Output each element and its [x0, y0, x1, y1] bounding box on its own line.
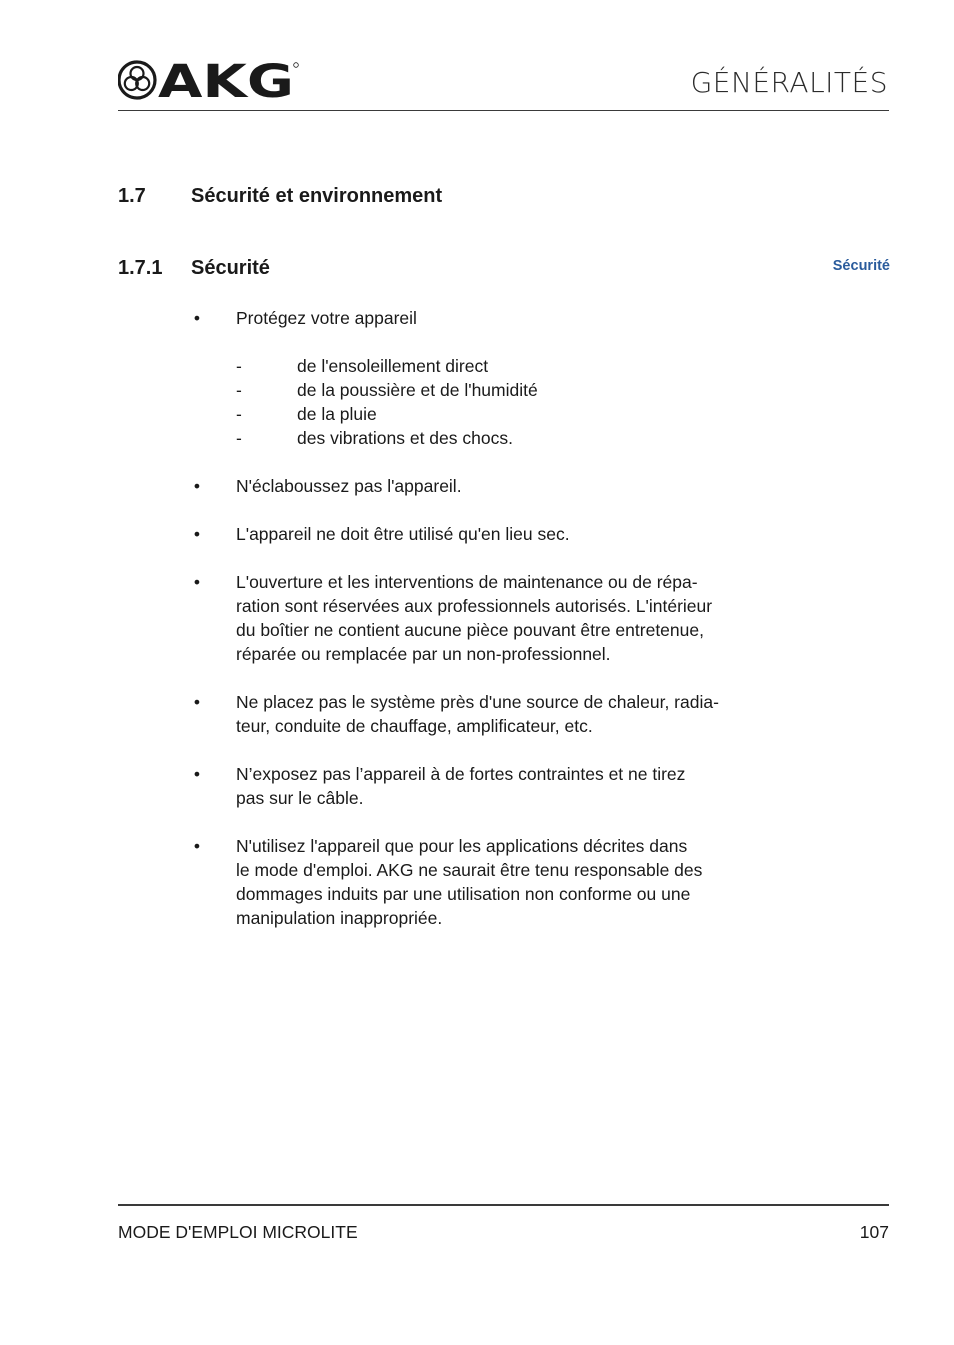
list-item	[190, 690, 790, 738]
subsection-heading	[118, 257, 270, 280]
list-item	[190, 306, 790, 450]
registered-mark-icon	[294, 63, 299, 68]
list-item-text: L'appareil ne doit être utilisé qu'en lieu sec.	[236, 524, 570, 544]
bullet-icon: •	[193, 836, 201, 856]
safety-list	[190, 306, 790, 954]
bullet-icon: •	[193, 524, 201, 544]
manual-title: MODE D'EMPLOI MICROLITE	[118, 1222, 358, 1242]
bullet-icon: •	[193, 692, 201, 712]
sub-list-item: - de la pluie	[236, 404, 377, 424]
list-item	[190, 474, 790, 498]
list-item-text: N’exposez pas l’appareil à de fortes contraintes et ne tirez pas sur le câble.	[236, 764, 686, 808]
list-item	[190, 570, 790, 666]
list-item	[190, 762, 790, 810]
sub-list	[236, 354, 790, 450]
dash-icon: -	[236, 380, 242, 400]
footer-divider	[118, 1204, 889, 1206]
dash-icon: -	[236, 428, 242, 448]
section-title: Sécurité et environnement	[191, 185, 443, 207]
bullet-icon: •	[193, 476, 201, 496]
list-item-text: N'utilisez l'appareil que pour les applications décrites dans le mode d'emploi. AKG ne saurait être tenu responsable des dommages induits par une utilisation non conforme ou une manipulation inappropriée.	[236, 836, 703, 928]
list-item-text: Protégez votre appareil	[236, 308, 417, 328]
section-number: 1.7	[118, 185, 146, 207]
list-item-text: L'ouverture et les interventions de maintenance ou de répa- ration sont réservées aux professionnels autorisés. L'intérieur du boîtier ne contient aucune pièce pouvant être entretenue, réparée ou remplacée par un non-professionnel.	[236, 572, 713, 664]
akg-emblem-icon	[119, 62, 155, 98]
sub-list-item: - de l'ensoleillement direct	[236, 356, 489, 376]
akg-logo	[118, 59, 300, 101]
list-item-text: N'éclaboussez pas l'appareil.	[236, 476, 462, 496]
subsection-title: Sécurité	[191, 257, 270, 279]
chapter-title: GÉNÉRALITÉS	[690, 66, 888, 99]
margin-note: Sécurité	[832, 258, 890, 274]
list-item-text: Ne placez pas le système près d'une source de chaleur, radia- teur, conduite de chauffage, amplificateur, etc.	[236, 692, 719, 736]
list-item	[190, 834, 790, 930]
sub-list-item: - de la poussière et de l'humidité	[236, 380, 538, 400]
section-heading	[118, 185, 442, 208]
list-item	[190, 522, 790, 546]
dash-icon: -	[236, 356, 242, 376]
subsection-number: 1.7.1	[118, 257, 163, 279]
bullet-icon: •	[193, 308, 201, 328]
sub-list-item: - des vibrations et des chocs.	[236, 428, 513, 448]
page-number: 107	[859, 1222, 889, 1242]
header-divider	[118, 110, 889, 111]
bullet-icon: •	[193, 572, 201, 592]
bullet-icon: •	[193, 764, 201, 784]
dash-icon: -	[236, 404, 242, 424]
akg-wordmark: AKG	[158, 59, 294, 101]
